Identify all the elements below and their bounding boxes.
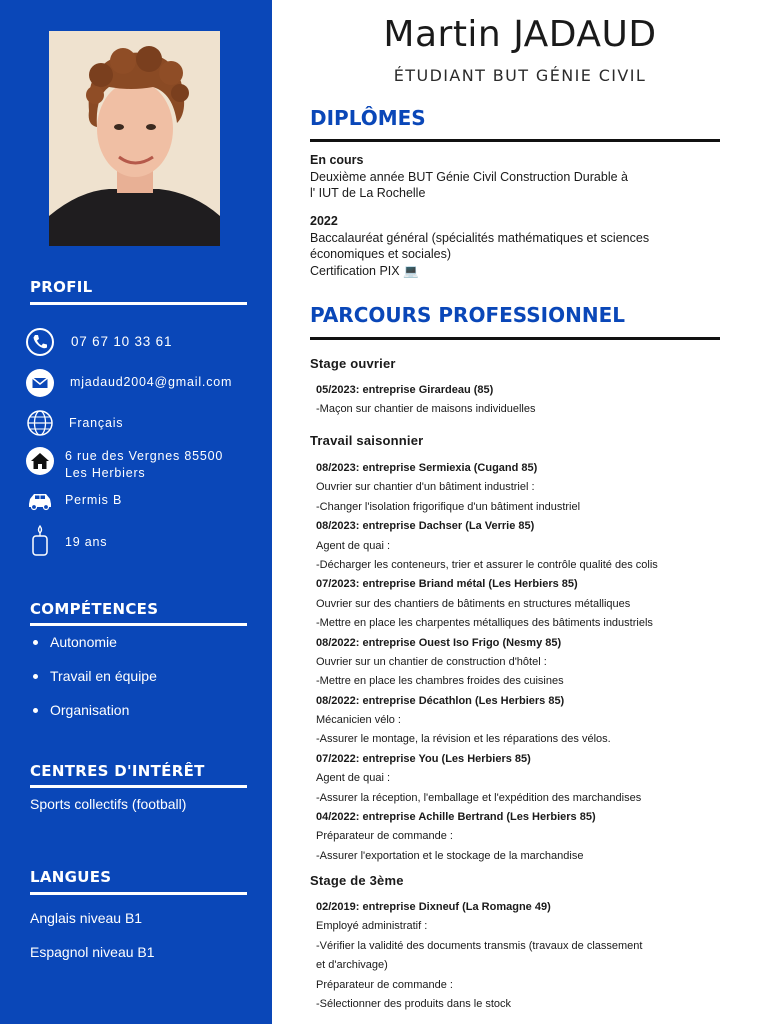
address-text: 6 rue des Vergnes 85500 Les Herbiers: [65, 449, 224, 480]
job-line: Agent de quai :: [316, 772, 391, 785]
job-heading: 08/2023: entreprise Sermiexia (Cugand 85): [316, 462, 538, 474]
job-heading: 04/2022: entreprise Achille Bertrand (Les Herbiers 85): [316, 811, 596, 824]
diplomas-divider: [310, 139, 720, 142]
diploma-item: [310, 213, 720, 279]
interests-section-title: CENTRES D'INTÉRÊT: [30, 762, 205, 780]
job-line: -Mettre en place les charpentes métalliques des bâtiments industriels: [316, 617, 653, 630]
profile-photo: [49, 31, 220, 246]
language-text: Français: [69, 416, 124, 430]
interest-item: Sports collectifs (football): [30, 796, 187, 812]
skill-item: Autonomie: [50, 632, 157, 666]
job-line: -Maçon sur chantier de maisons individuelles: [316, 403, 536, 416]
sidebar: [0, 0, 272, 1024]
skills-list: [30, 632, 157, 734]
job-heading: 07/2023: entreprise Briand métal (Les Herbiers 85): [316, 578, 578, 591]
job-line: -Décharger les conteneurs, trier et assurer le contrôle qualité des colis: [316, 558, 658, 571]
career-entries: [316, 898, 716, 1014]
job-line: -Assurer l'exportation et le stockage de la marchandise: [316, 849, 584, 862]
job-heading: 05/2023: entreprise Girardeau (85): [316, 384, 494, 396]
job-line: et d'archivage): [316, 959, 388, 972]
skill-item: Travail en équipe: [50, 666, 157, 700]
diploma-line: Baccalauréat général (spécialités mathématiques et sciences: [310, 230, 650, 245]
diploma-line: l' IUT de La Rochelle: [310, 186, 426, 200]
age-text: 19 ans: [65, 535, 108, 549]
skills-divider: [30, 623, 247, 626]
languages-section-title: LANGUES: [30, 868, 112, 886]
job-line: Ouvrier sur un chantier de construction d'hôtel :: [316, 655, 547, 668]
car-icon: [25, 485, 55, 515]
phone-number[interactable]: 07 67 10 33 61: [71, 334, 173, 349]
candle-icon: [25, 524, 55, 558]
career-entries: [316, 381, 716, 420]
diploma-label: 2022: [310, 214, 338, 228]
job-line: Agent de quai :: [316, 539, 391, 552]
job-line: -Assurer la réception, l'emballage et l'expédition des marchandises: [316, 791, 642, 804]
diplomas-section-title: DIPLÔMES: [310, 106, 426, 130]
job-line: Employé administratif :: [316, 920, 428, 933]
job-heading: 02/2019: entreprise Dixneuf (La Romagne 49): [316, 901, 551, 913]
skills-section-title: COMPÉTENCES: [30, 600, 159, 618]
diploma-line: Deuxième année BUT Génie Civil Construction Durable à: [310, 169, 628, 184]
skill-item: Organisation: [50, 700, 157, 734]
globe-icon: [25, 408, 55, 438]
job-heading: 08/2023: entreprise Dachser (La Verrie 85): [316, 520, 535, 533]
home-icon: [25, 446, 55, 476]
job-heading: 08/2022: entreprise Ouest Iso Frigo (Nesmy 85): [316, 636, 562, 649]
career-section-title: PARCOURS PROFESSIONNEL: [310, 303, 626, 327]
job-line: Préparateur de commande :: [316, 830, 453, 843]
job-line: -Sélectionner des produits dans le stock: [316, 997, 512, 1010]
job-line: Ouvrier sur des chantiers de bâtiments en structures métalliques: [316, 597, 631, 610]
languages-divider: [30, 892, 247, 895]
career-divider: [310, 337, 720, 340]
job-line: -Changer l'isolation frigorifique d'un bâtiment industriel: [316, 500, 581, 513]
job-heading: 07/2022: entreprise You (Les Herbiers 85): [316, 752, 531, 765]
career-subsection-title: Stage de 3ème: [310, 873, 404, 888]
job-line: Préparateur de commande :: [316, 978, 453, 991]
career-subsection-title: Stage ouvrier: [310, 356, 396, 371]
diploma-line: Certification PIX 💻: [310, 263, 419, 278]
phone-icon: [25, 327, 55, 357]
email-icon: [25, 368, 55, 398]
interests-divider: [30, 785, 247, 788]
language-item: Espagnol niveau B1: [30, 944, 155, 960]
job-line: -Mettre en place les chambres froides des cuisines: [316, 675, 564, 688]
diploma-label: En cours: [310, 153, 364, 167]
license-text: Permis B: [65, 493, 123, 507]
email-address[interactable]: mjadaud2004@gmail.com: [70, 375, 233, 389]
person-title: ÉTUDIANT BUT GÉNIE CIVIL: [393, 66, 647, 85]
diploma-line: économiques et sociales): [310, 247, 452, 261]
diploma-item: [310, 152, 720, 202]
job-line: Ouvrier sur chantier d'un bâtiment industriel :: [316, 481, 535, 494]
job-heading: 08/2022: entreprise Décathlon (Les Herbiers 85): [316, 694, 565, 707]
profile-section-title: PROFIL: [30, 278, 93, 296]
person-name: Martin JADAUD: [383, 14, 657, 55]
language-item: Anglais niveau B1: [30, 910, 143, 926]
job-line: -Assurer le montage, la révision et les réparations des vélos.: [316, 733, 611, 746]
job-line: Mécanicien vélo :: [316, 714, 401, 727]
career-entries: [316, 459, 716, 866]
profile-divider: [30, 302, 247, 305]
job-line: -Vérifier la validité des documents transmis (travaux de classement: [316, 939, 643, 952]
career-subsection-title: Travail saisonnier: [310, 433, 424, 448]
